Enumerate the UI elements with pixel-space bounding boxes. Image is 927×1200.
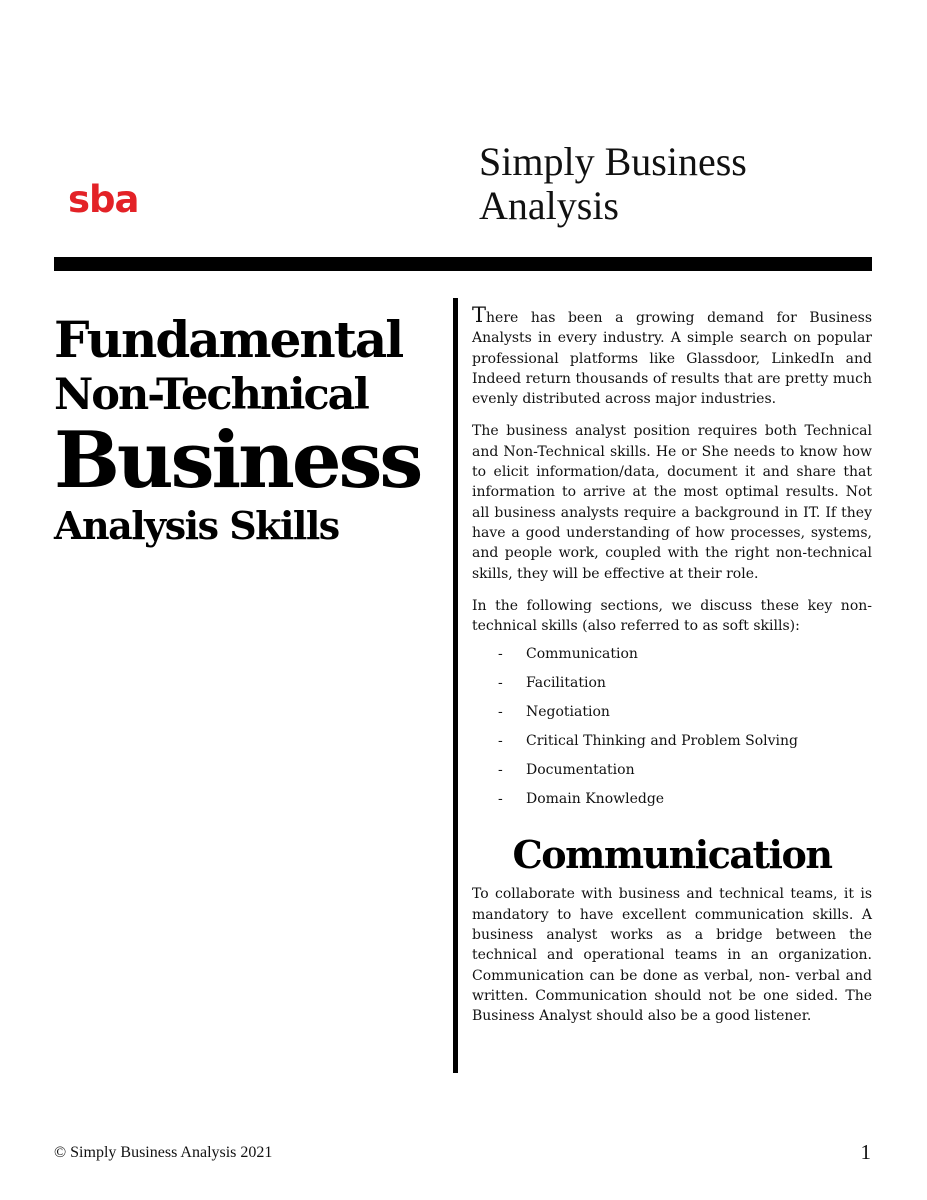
title-line-2: Non-Technical [54, 370, 368, 420]
intro-text: here has been a growing demand for Business Analysts in every industry. A simple search on popular professional platforms like Glassdoor, LinkedIn and Indeed return thousands of results that are pretty much evenly distributed across major industries. [472, 310, 872, 408]
skills-list [472, 640, 872, 814]
list-item [472, 756, 872, 785]
skill-label: Domain Knowledge [526, 791, 665, 808]
skill-label: Critical Thinking and Problem Solving [526, 733, 798, 750]
title-line-4: Analysis Skills [54, 503, 339, 548]
list-dash: - [498, 791, 503, 808]
communication-paragraph: To collaborate with business and technical teams, it is mandatory to have excellent communication skills. A business analyst works as a bridge between the technical and operational teams in an organization. Communication can be done as verbal, non- verbal and written. Communication should not be one sided. The Business Analyst should also be a good listener. [472, 886, 872, 1025]
list-dash: - [498, 704, 503, 721]
list-dash: - [498, 733, 503, 750]
brand-name-line1: Simply Business [479, 139, 747, 184]
paragraph-requirements: The business analyst position requires both Technical and Non-Technical skills. He or She needs to know how to elicit information/data, document it and share that information to arrive at the most optimal results. Not all business analysts require a background in IT. If they have a good understanding of how processes, systems, and people work, coupled with the right non-technical skills, they will be effective at their role. [472, 423, 872, 582]
list-item [472, 785, 872, 814]
paragraph-sections: In the following sections, we discuss these key non-technical skills (also referred to as soft skills): [472, 597, 872, 635]
header-divider [54, 257, 872, 271]
page-number: 1 [860, 1140, 871, 1164]
list-item [472, 727, 872, 756]
list-dash: - [498, 675, 503, 692]
skill-label: Communication [526, 646, 638, 663]
list-dash: - [498, 646, 503, 663]
section-heading-communication: Communication [512, 832, 832, 878]
brand-name [479, 140, 879, 228]
drop-cap: T [472, 303, 487, 327]
skill-label: Documentation [526, 762, 635, 779]
list-item [472, 640, 872, 669]
sba-logo: sba [68, 178, 139, 221]
footer-copyright: © Simply Business Analysis 2021 [54, 1144, 273, 1161]
list-item [472, 669, 872, 698]
brand-name-line2: Analysis [479, 183, 619, 228]
intro-paragraph [472, 305, 872, 409]
column-divider [453, 298, 458, 1073]
page-title [54, 310, 444, 550]
skill-label: Facilitation [526, 675, 606, 692]
title-line-3: Business [54, 415, 421, 506]
title-line-1: Fundamental [54, 310, 403, 369]
list-item [472, 698, 872, 727]
body-column [472, 305, 872, 1039]
skill-label: Negotiation [526, 704, 610, 721]
list-dash: - [498, 762, 503, 779]
